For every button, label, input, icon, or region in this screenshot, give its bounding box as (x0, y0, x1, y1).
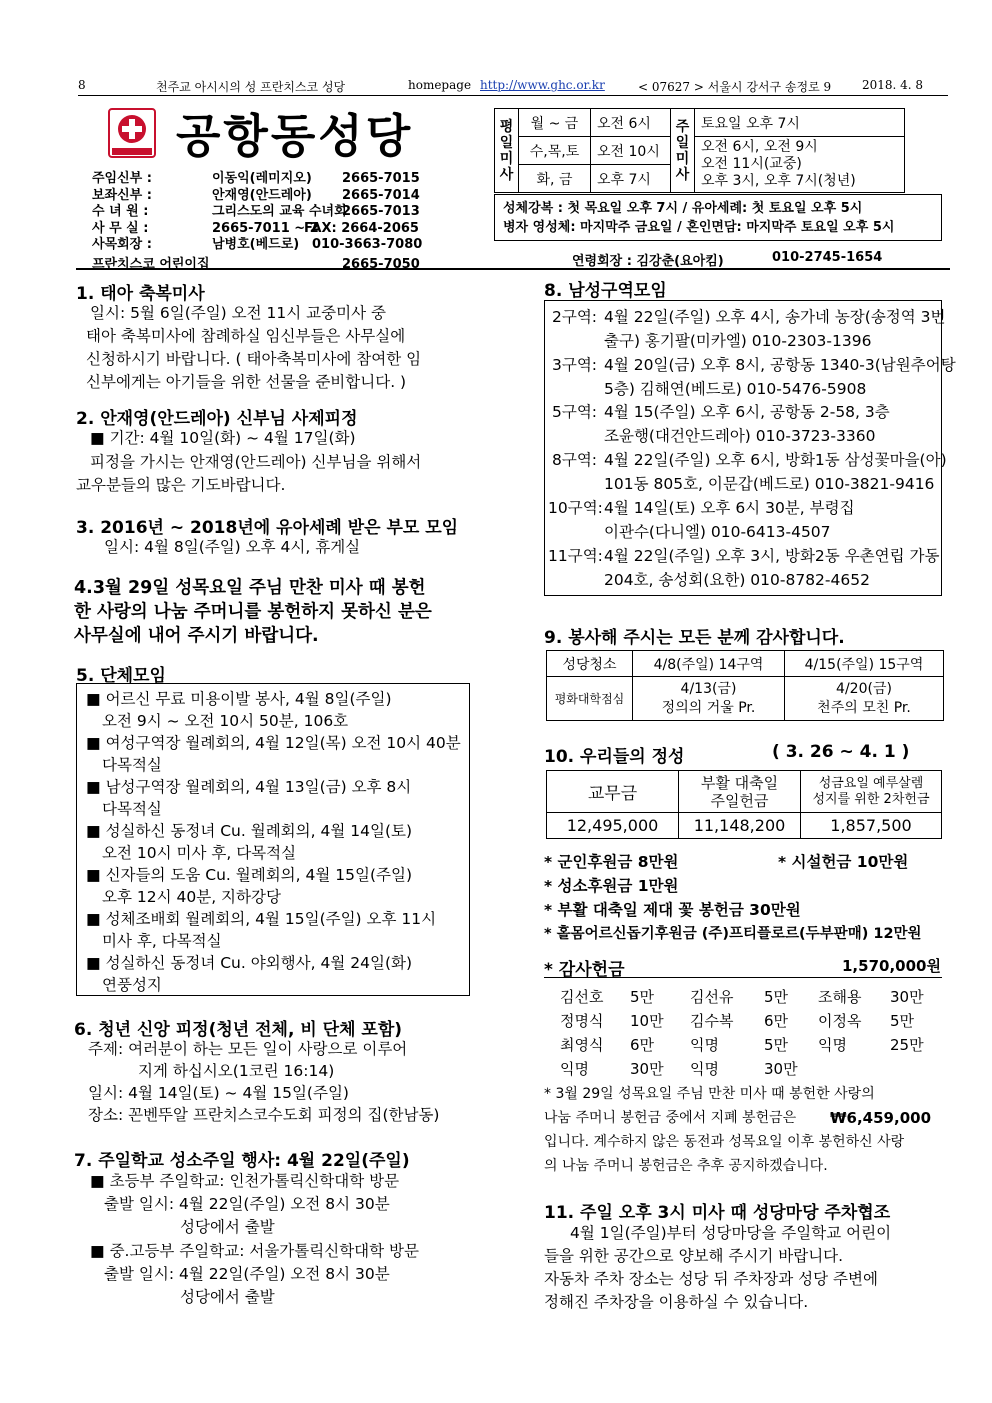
address: < 07627 > 서울시 강서구 송정로 9 (638, 80, 832, 94)
section-8-title: 8. 남성구역모임 (544, 281, 667, 301)
page-header-bar (78, 76, 948, 96)
section-2-title: 2. 안재영(안드레아) 신부님 사제피정 (76, 409, 358, 429)
thanks-offering-label: * 감사헌금 (544, 960, 625, 980)
envelope-offering-amount: ₩6,459,000 (830, 1109, 932, 1127)
section-6-title: 6. 청년 신앙 피정(청년 전체, 비 단체 포함) (74, 1020, 403, 1040)
homepage-label: homepage (408, 78, 472, 92)
offering-table: 교무금 부활 대축일 주일헌금 성금요일 예루살렘 성지를 위한 2차헌금 12,495,000 11,148,200 1,857,500 (546, 770, 942, 839)
parish-name: 천주교 아시시의 성 프란치스코 성당 (156, 80, 346, 94)
page-title: 공항동성당 (176, 109, 414, 163)
section-3-title: 3. 2016년 ~ 2018년에 유아세례 받은 부모 모임 (76, 518, 459, 538)
weekday-mass-label: 평 일 미 사 (495, 109, 519, 193)
thanks-offering-total: 1,570,000원 (842, 957, 941, 975)
sacrament-notes: 성체강복 : 첫 목요일 오후 7시 / 유아세례: 첫 토요일 오후 5시 병자 영성체: 마지막주 금요일 / 혼인면담: 마지막주 토요일 오후 5시 (494, 194, 942, 241)
mass-schedule-table: 평 일 미 사 월 ~ 금 오전 6시 주 일 미 사 토요일 오후 7시 수,목,토 오전 10시 오전 6시, 오전 9시 오전 11시(교중) 오후 3시, 오후 7시(청년) 화, 금 오후 7시 (494, 108, 905, 193)
issue-date: 2018. 4. 8 (862, 78, 924, 92)
page-number: 8 (78, 78, 86, 92)
section-4-line: 4.3월 29일 성목요일 주님 만찬 미사 때 봉헌 (74, 578, 426, 598)
homepage-link[interactable]: http://www.ghc.or.kr (480, 78, 605, 92)
donor-list: 김선호 5만 김선유 5만 조해용 30만 정명식 10만 김수복 6만 이정옥 5만 최영식 6만 익명 5만 익명 25만 익명 30만 익명 30만 (560, 987, 924, 1078)
sunday-mass-label: 주 일 미 사 (671, 109, 695, 193)
parish-logo (108, 108, 156, 158)
section-5-title: 5. 단체모임 (76, 666, 166, 686)
section-10-title: 10. 우리들의 정성 (544, 747, 685, 767)
cross-icon (118, 115, 146, 143)
volunteer-table: 성당청소 4/8(주일) 14구역 4/15(주일) 15구역 평화대학점심 4/13(금) 정의의 거울 Pr. 4/20(금) 천주의 모친 Pr. (546, 650, 944, 721)
section-7-title: 7. 주일학교 성소주일 행사: 4월 22일(주일) (74, 1151, 410, 1171)
section-9-title: 9. 봉사해 주시는 모든 분께 감사합니다. (544, 628, 845, 648)
section-1-title: 1. 태아 축복미사 (76, 284, 205, 304)
section-10-period: ( 3. 26 ~ 4. 1 ) (772, 742, 910, 762)
funeral-committee-contact: 연령회장 : 김강춘(요아킴) (572, 254, 724, 269)
funeral-committee-phone: 010-2745-1654 (772, 250, 883, 265)
section-11-title: 11. 주일 오후 3시 미사 때 성당마당 주차협조 (544, 1203, 891, 1223)
